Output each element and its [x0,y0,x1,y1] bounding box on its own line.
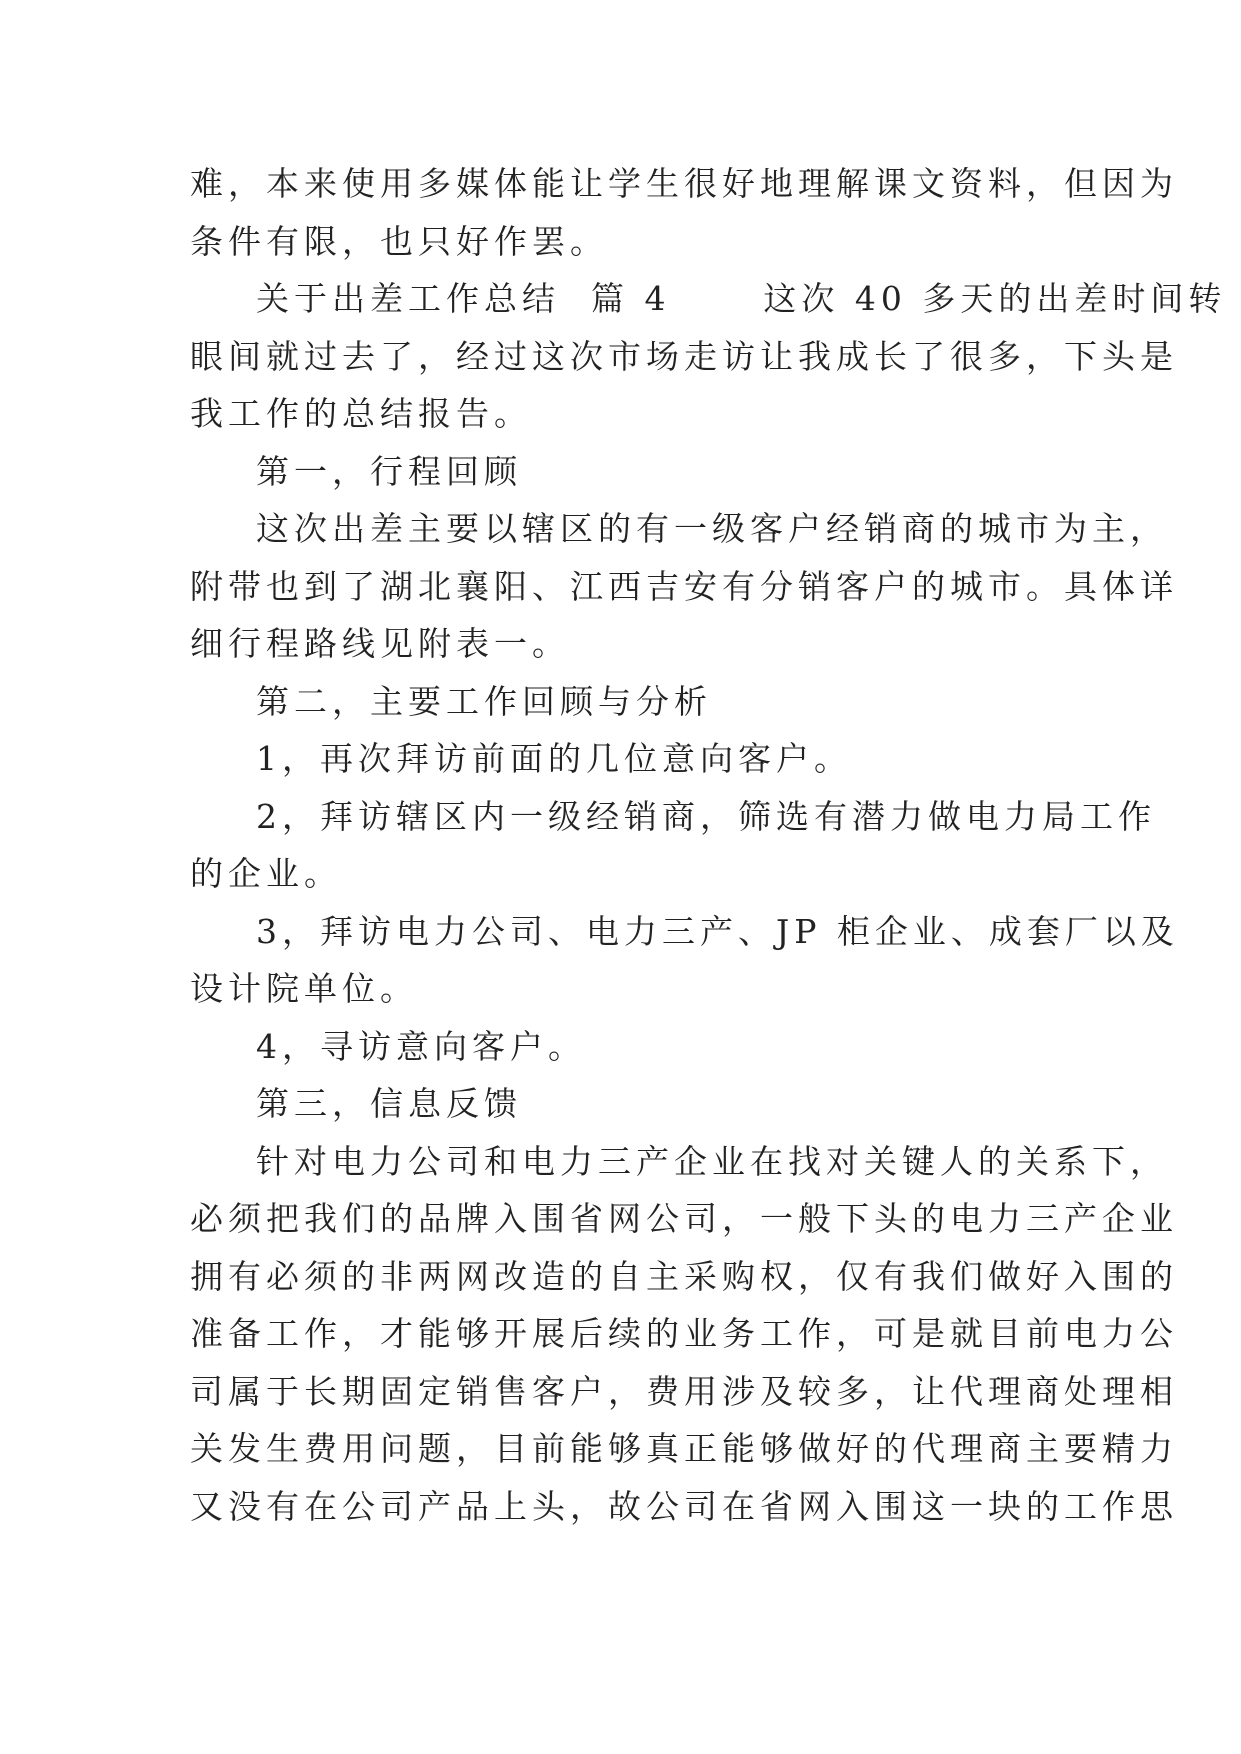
text-line: 条件有限，也只好作罢。 [190,222,608,261]
list-item-line: 2，拜访辖区内一级经销商，筛选有潜力做电力局工作 [256,797,1156,836]
list-item-line: 1，再次拜访前面的几位意向客户。 [256,739,852,778]
text-line: 必须把我们的品牌入围省网公司，一般下头的电力三产企业 [190,1199,1178,1238]
text-line: 难，本来使用多媒体能让学生很好地理解课文资料，但因为 [190,164,1178,203]
list-item-line: 4，寻访意向客户。 [256,1027,586,1066]
list-item-line: 3，拜访电力公司、电力三产、JP 柜企业、成套厂以及 [256,912,1179,951]
text-line: 细行程路线见附表一。 [190,624,570,663]
section-heading-line: 关于出差工作总结 篇 4 这次 40 多天的出差时间转 [256,279,1227,318]
text-line: 我工作的总结报告。 [190,394,532,433]
text-line: 又没有在公司产品上头，故公司在省网入围这一块的工作思 [190,1487,1178,1526]
text-line: 准备工作，才能够开展后续的业务工作，可是就目前电力公 [190,1314,1178,1353]
text-line: 司属于长期固定销售客户，费用涉及较多，让代理商处理相 [190,1372,1178,1411]
text-line: 的企业。 [190,854,342,893]
text-line: 眼间就过去了，经过这次市场走访让我成长了很多，下头是 [190,337,1178,376]
text-line: 针对电力公司和电力三产企业在找对关键人的关系下， [256,1142,1168,1181]
text-line: 这次出差主要以辖区的有一级客户经销商的城市为主， [256,509,1168,548]
subheading-line: 第三，信息反馈 [256,1084,522,1123]
subheading-line: 第二，主要工作回顾与分析 [256,682,712,721]
subheading-line: 第一，行程回顾 [256,452,522,491]
text-line: 设计院单位。 [190,969,418,1008]
text-line: 附带也到了湖北襄阳、江西吉安有分销客户的城市。具体详 [190,567,1178,606]
text-line: 关发生费用问题，目前能够真正能够做好的代理商主要精力 [190,1429,1178,1468]
text-line: 拥有必须的非两网改造的自主采购权，仅有我们做好入围的 [190,1257,1178,1296]
